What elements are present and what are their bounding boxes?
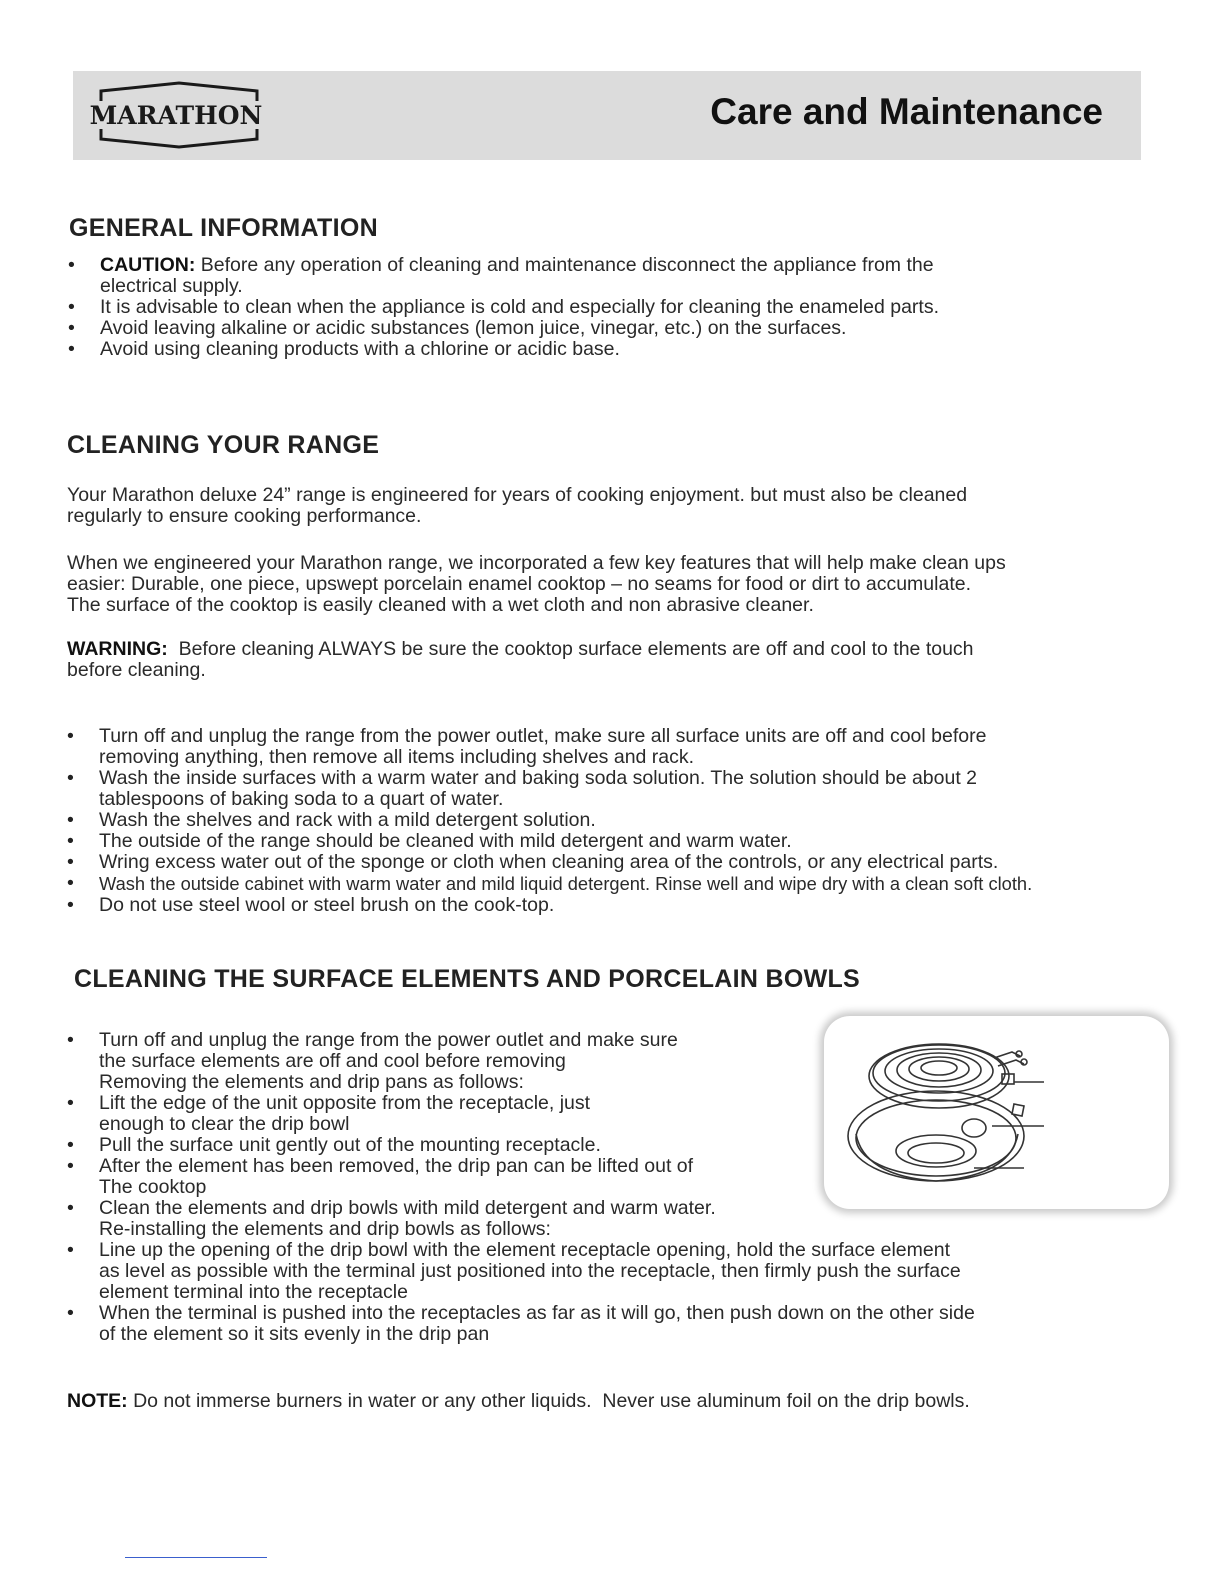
list-item-text: The cooktop <box>99 1176 207 1198</box>
list-item-text: Re-installing the elements and drip bowls as follows: <box>99 1218 551 1240</box>
list-item-text: Line up the opening of the drip bowl with the element receptacle opening, hold the surface element <box>99 1239 950 1261</box>
list-item-text: of the element so it sits evenly in the drip pan <box>99 1323 490 1345</box>
list-item <box>67 895 1032 916</box>
note-paragraph <box>67 1391 970 1412</box>
warning-label: WARNING: <box>67 638 168 660</box>
list-item-text: Wring excess water out of the sponge or cloth when cleaning area of the controls, or any electrical parts. <box>99 851 999 873</box>
page-header <box>73 71 1141 160</box>
list-item-text: Turn off and unplug the range from the power outlet and make sure <box>99 1029 678 1051</box>
range-paragraph-1 <box>67 485 967 527</box>
list-item <box>68 297 939 318</box>
list-item <box>67 831 1032 852</box>
logo-text: MARATHON <box>89 100 263 130</box>
list-item-text: element terminal into the receptacle <box>99 1281 408 1303</box>
burner-drip-bowl-icon <box>824 1016 1169 1209</box>
list-item-text: Do not use steel wool or steel brush on the cook-top. <box>99 894 555 916</box>
list-item-text: When the terminal is pushed into the receptacles as far as it will go, then push down on the other side <box>99 1302 975 1324</box>
list-item-text: the surface elements are off and cool before removing <box>99 1050 566 1072</box>
list-item-text: Clean the elements and drip bowls with mild detergent and warm water. <box>99 1197 716 1219</box>
list-item-text: After the element has been removed, the drip pan can be lifted out of <box>99 1155 694 1177</box>
list-item-text: Removing the elements and drip pans as follows: <box>99 1071 524 1093</box>
list-item <box>68 339 939 360</box>
list-item-text: The outside of the range should be cleaned with mild detergent and warm water. <box>99 830 792 852</box>
list-item <box>67 726 1032 768</box>
list-item-text: Lift the edge of the unit opposite from the receptacle, just <box>99 1092 591 1114</box>
list-item <box>67 1240 975 1303</box>
page-title: Care and Maintenance <box>710 91 1103 132</box>
paragraph-line: Before cleaning ALWAYS be sure the cooktop surface elements are off and cool to the touch <box>167 638 974 660</box>
list-item-text: Avoid leaving alkaline or acidic substances (lemon juice, vinegar, etc.) on the surfaces. <box>100 317 847 339</box>
list-item <box>67 810 1032 831</box>
list-item-text: Wash the inside surfaces with a warm water and baking soda solution. The solution should be about 2 <box>99 767 978 789</box>
burner-illustration <box>824 1016 1169 1209</box>
list-item <box>67 873 1032 895</box>
range-paragraph-2 <box>67 553 1006 616</box>
note-label: NOTE: <box>67 1390 128 1412</box>
warning-paragraph <box>67 639 974 681</box>
list-item <box>68 255 939 297</box>
list-item <box>67 768 1032 810</box>
note-text: Do not immerse burners in water or any other liquids. Never use aluminum foil on the drip bowls. <box>127 1390 970 1412</box>
list-item-text: Wash the shelves and rack with a mild detergent solution. <box>99 809 596 831</box>
list-item-text: Wash the outside cabinet with warm water and mild liquid detergent. Rinse well and wipe dry with a clean soft cloth. <box>99 873 1033 894</box>
paragraph-line: easier: Durable, one piece, upswept porcelain enamel cooktop – no seams for food or dirt to accumulate. <box>67 573 972 595</box>
paragraph-line: before cleaning. <box>67 659 206 681</box>
caution-label: CAUTION: <box>100 254 196 276</box>
paragraph-line: The surface of the cooktop is easily cleaned with a wet cloth and non abrasive cleaner. <box>67 594 814 616</box>
paragraph-line: When we engineered your Marathon range, we incorporated a few key features that will help make clean ups <box>67 552 1006 574</box>
surface-heading: CLEANING THE SURFACE ELEMENTS AND PORCELAIN BOWLS <box>74 965 861 993</box>
list-item-text: It is advisable to clean when the appliance is cold and especially for cleaning the enameled parts. <box>100 296 940 318</box>
list-item-text: Turn off and unplug the range from the power outlet, make sure all surface units are off and cool before <box>99 725 987 747</box>
list-subheading <box>67 1219 975 1240</box>
list-item-text: as level as possible with the terminal just positioned into the receptacle, then firmly push the surface <box>99 1260 961 1282</box>
general-heading: GENERAL INFORMATION <box>69 214 378 242</box>
list-item-text: Avoid using cleaning products with a chlorine or acidic base. <box>100 338 620 360</box>
list-item <box>67 852 1032 873</box>
range-list <box>67 726 1032 916</box>
list-item-text: tablespoons of baking soda to a quart of water. <box>99 788 504 810</box>
list-item-text: Pull the surface unit gently out of the mounting receptacle. <box>99 1134 601 1156</box>
list-item-text: electrical supply. <box>100 275 243 297</box>
list-item-text: enough to clear the drip bowl <box>99 1113 350 1135</box>
general-list <box>68 255 939 360</box>
range-heading: CLEANING YOUR RANGE <box>67 431 380 459</box>
paragraph-line: regularly to ensure cooking performance. <box>67 505 422 527</box>
marathon-logo <box>81 79 271 151</box>
footer-divider <box>125 1557 267 1558</box>
list-item-text: removing anything, then remove all items including shelves and rack. <box>99 746 695 768</box>
paragraph-line: Your Marathon deluxe 24” range is engineered for years of cooking enjoyment. but must also be cleaned <box>67 484 968 506</box>
list-item <box>68 318 939 339</box>
list-item-text: Before any operation of cleaning and maintenance disconnect the appliance from the <box>195 254 934 276</box>
list-item <box>67 1303 975 1345</box>
